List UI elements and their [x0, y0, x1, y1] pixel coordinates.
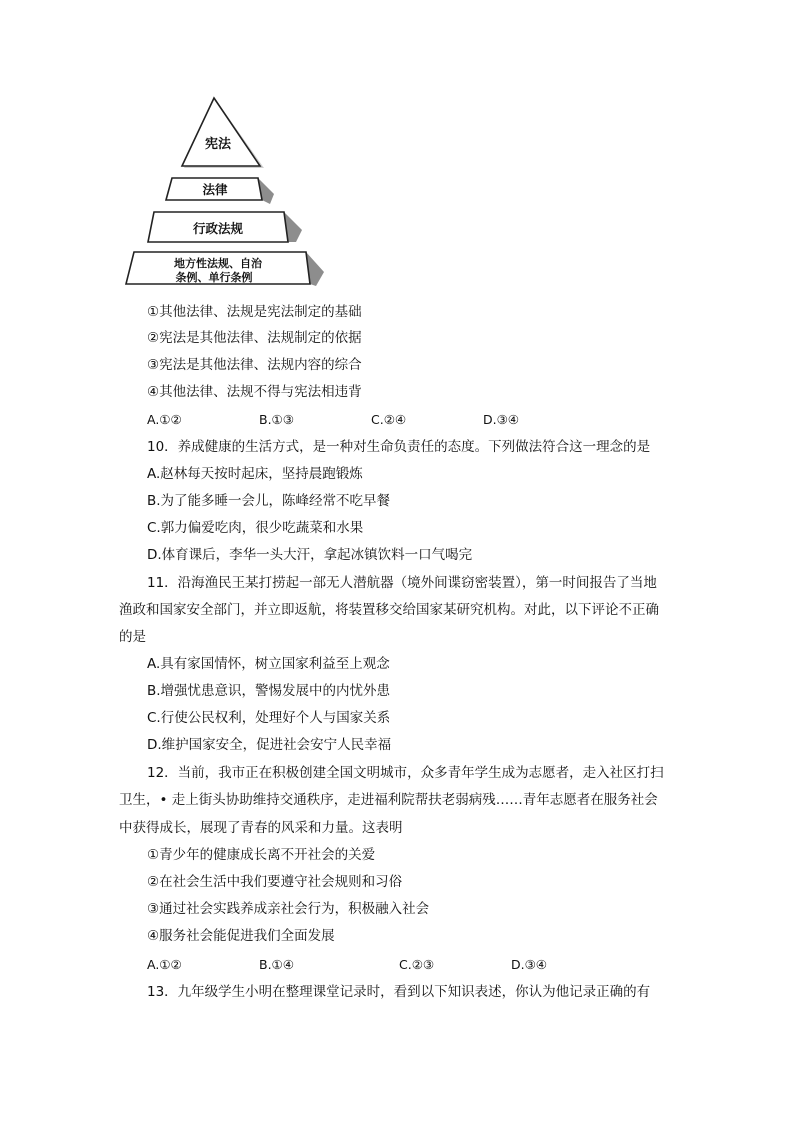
q12-stem-line-2: 卫生，• 走上街头协助维持交通秩序，走进福利院帮扶老弱病残……青年志愿者在服务社会: [119, 792, 658, 808]
q11-stem-line-1: 11．沿海渔民王某打捞起一部无人潜航器（境外间谍窃密装置），第一时间报告了当地: [147, 575, 657, 591]
q10-option-d: D.体育课后，李华一头大汗，拿起冰镇饮料一口气喝完: [147, 547, 473, 563]
q12-stem-line-1: 12．当前，我市正在积极创建全国文明城市，众多青年学生成为志愿者，走入社区打扫: [147, 765, 664, 781]
q13-stem-line-1: 13．九年级学生小明在整理课堂记录时，看到以下知识表述，你认为他记录正确的有: [147, 984, 651, 1000]
q9-statement-2: ②宪法是其他法律、法规制定的依据: [147, 330, 362, 346]
q9-statement-1: ①其他法律、法规是宪法制定的基础: [147, 304, 362, 320]
q11-option-b: B.增强忧患意识，警惕发展中的内忧外患: [147, 683, 391, 699]
q12-statement-1: ①青少年的健康成长离不开社会的关爱: [147, 847, 376, 863]
q12-statement-2: ②在社会生活中我们要遵守社会规则和习俗: [147, 874, 403, 890]
q12-option-b: B.①④: [259, 957, 294, 972]
q9-option-b: B.①③: [259, 412, 294, 427]
q12-statement-4: ④服务社会能促进我们全面发展: [147, 928, 335, 944]
pyramid-tier-1-face: [182, 98, 260, 166]
q9-option-c: C.②④: [371, 412, 407, 427]
q11-stem-line-2: 渔政和国家安全部门，并立即返航，将装置移交给国家某研究机构。对此，以下评论不正确: [119, 602, 659, 618]
q11-option-a: A.具有家国情怀，树立国家利益至上观念: [147, 656, 390, 672]
q9-option-a: A.①②: [147, 412, 182, 427]
q12-stem-line-3: 中获得成长，展现了青春的风采和力量。这表明: [119, 820, 403, 836]
q10-option-a: A.赵林每天按时起床，坚持晨跑锻炼: [147, 466, 363, 482]
pyramid-tier-2-label: 法律: [202, 182, 228, 197]
q11-option-c: C.行使公民权利，处理好个人与国家关系: [147, 710, 391, 726]
q9-statement-4: ④其他法律、法规不得与宪法相违背: [147, 384, 362, 400]
pyramid-tier-4-label-line1: 地方性法规、自治: [174, 257, 262, 270]
q12-option-d: D.③④: [511, 957, 548, 972]
pyramid-tier-4-label-line2: 条例、单行条例: [175, 271, 253, 284]
q12-statement-3: ③通过社会实践养成亲社会行为，积极融入社会: [147, 901, 430, 917]
q9-option-d: D.③④: [483, 412, 520, 427]
q11-option-d: D.维护国家安全，促进社会安宁人民幸福: [147, 737, 392, 753]
pyramid-tier-1-label: 宪法: [204, 137, 232, 152]
q12-option-c: C.②③: [399, 957, 435, 972]
q9-statement-3: ③宪法是其他法律、法规内容的综合: [147, 357, 362, 373]
pyramid-tier-3-label: 行政法规: [192, 221, 244, 236]
law-hierarchy-pyramid: [118, 96, 330, 296]
q10-option-b: B.为了能多睡一会儿，陈峰经常不吃早餐: [147, 493, 391, 509]
q10-stem: 10．养成健康的生活方式，是一种对生命负责任的态度。下列做法符合这一理念的是: [147, 439, 651, 455]
q10-option-c: C.郭力偏爱吃肉，很少吃蔬菜和水果: [147, 520, 364, 536]
q12-option-a: A.①②: [147, 957, 182, 972]
q11-stem-line-3: 的是: [119, 629, 146, 645]
